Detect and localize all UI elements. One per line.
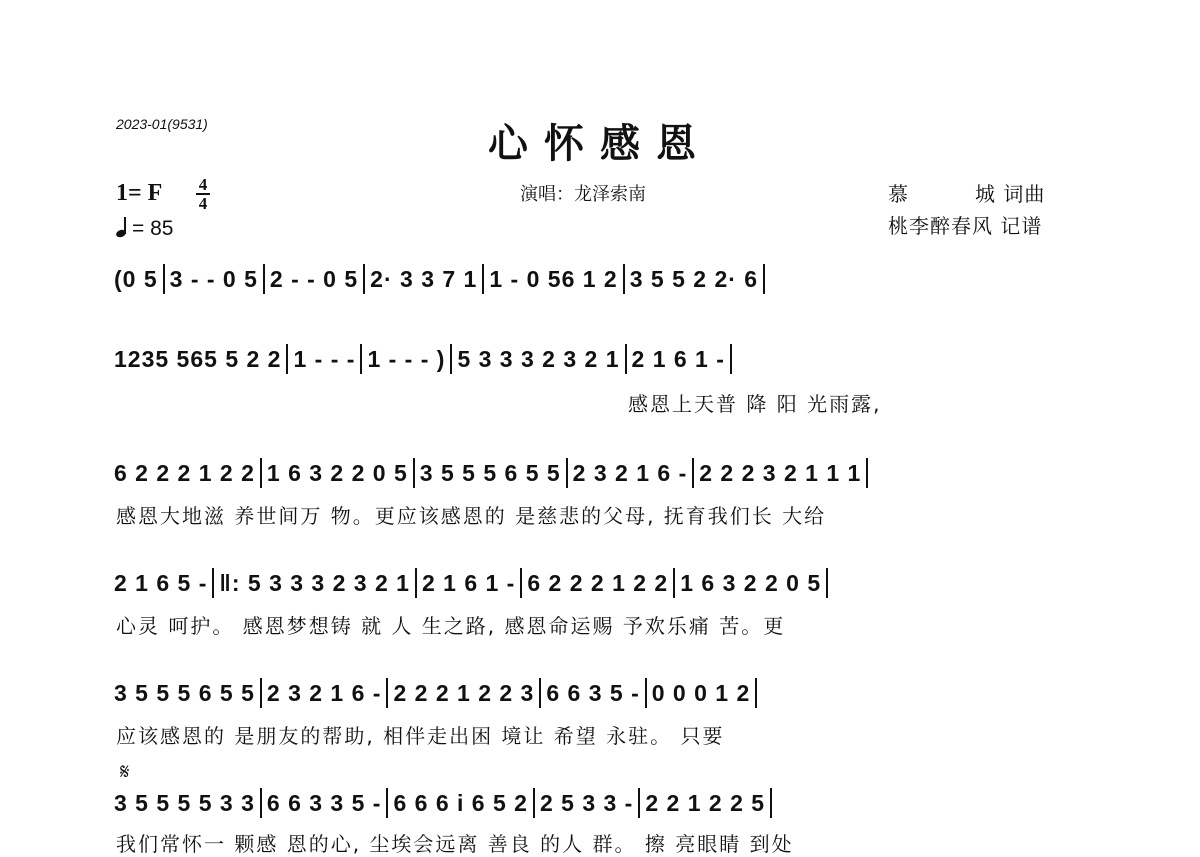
measure: 1 - 0 56 1 2 (489, 265, 618, 292)
tempo-marking (116, 217, 173, 241)
key-signature: 1= F (116, 180, 163, 206)
time-signature-bottom: 4 (198, 194, 208, 213)
measure: 6 6 3 5 - (546, 679, 640, 706)
measure: 6 2 2 2 1 2 2 (527, 569, 669, 596)
measure: 0 0 0 1 2 (651, 679, 751, 706)
measure: 1 - - - ) (367, 345, 446, 372)
lyric-line-5: 应该感恩的 是朋友的帮助, 相伴走出困 境让 希望 永驻。 只要 (116, 724, 725, 748)
measure: 2 2 2 3 2 1 1 1 (699, 459, 862, 486)
measure: 2 2 2 1 2 2 3 (393, 679, 535, 706)
score-line-5 (114, 678, 1089, 708)
measure: 2 1 6 1 - (421, 569, 516, 596)
lyric-line-4: 心灵 呵护。 感恩梦想铸 就 人 生之路, 感恩命运赐 予欢乐痛 苦。更 (116, 614, 786, 638)
segno-sign: 𝄋 (120, 760, 130, 785)
score-line-2 (114, 344, 1089, 374)
measure: 3 5 5 5 6 5 5 (114, 679, 255, 706)
measure: 1 6 3 2 2 0 5 (680, 569, 822, 596)
time-signature (195, 176, 211, 212)
measure: 3 5 5 5 6 5 5 (419, 459, 561, 486)
lyric-line-3: 感恩大地滋 养世间万 物。更应该感恩的 是慈悲的父母, 抚育我们长 大给 (116, 504, 827, 528)
measure: 5 3 3 3 2 3 2 1 (457, 345, 620, 372)
measure: 2 3 2 1 6 - (572, 459, 688, 486)
quarter-note-icon (116, 217, 128, 237)
score-line-6 (114, 788, 1089, 818)
measure: 1 - - - (293, 345, 356, 372)
song-title: 心怀感恩 (488, 120, 712, 167)
measure: 6 6 3 3 5 - (266, 789, 382, 816)
lyric-line-2: 感恩上天普 降 阳 光雨露, (628, 392, 882, 416)
score-line-4 (114, 568, 1089, 598)
singer-credit: 演唱：龙泽索南 (520, 184, 646, 205)
measure: 3 - - 0 5 (169, 265, 258, 292)
measure: 2 1 6 1 - (631, 345, 725, 372)
measure: 2 2 1 2 2 5 (645, 789, 766, 816)
time-signature-top: 4 (198, 175, 208, 194)
measure: 2 - - 0 5 (269, 265, 359, 292)
transcriber-credit: 桃李醉春风 记谱 (888, 214, 1043, 238)
lyricist-name-b: 城 (975, 182, 996, 206)
catalog-code: 2023-01(9531) (116, 116, 208, 132)
measure: 1235 565 5 2 2 (114, 345, 282, 372)
lyricist-credit (888, 178, 1045, 207)
score-line-1 (114, 264, 1089, 294)
measure: 3 5 5 2 2· 6 (629, 265, 759, 292)
measure: 2 1 6 5 - (114, 569, 208, 596)
lyricist-role: 词曲 (1003, 182, 1046, 206)
measure: 2 3 2 1 6 - (266, 679, 382, 706)
lyricist-name-a: 慕 (888, 182, 909, 206)
score-line-3 (114, 458, 1089, 488)
measure: 2· 3 3 7 1 (370, 265, 478, 292)
measure: 3 5 5 5 5 3 3 (114, 789, 255, 816)
measure: 2 5 3 3 - (539, 789, 634, 816)
measure: 6 6 6 i 6 5 2 (393, 789, 528, 816)
measure: (0 5 (114, 265, 158, 292)
measure: 1 6 3 2 2 0 5 (266, 459, 408, 486)
tempo-value: = 85 (132, 217, 174, 240)
lyric-line-6: 我们常怀一 颗感 恩的心, 尘埃会远离 善良 的人 群。 擦 亮眼睛 到处 (116, 832, 794, 856)
measure: ‖: 5 3 3 3 2 3 2 1 (219, 569, 410, 596)
measure: 6 2 2 2 1 2 2 (114, 459, 255, 486)
